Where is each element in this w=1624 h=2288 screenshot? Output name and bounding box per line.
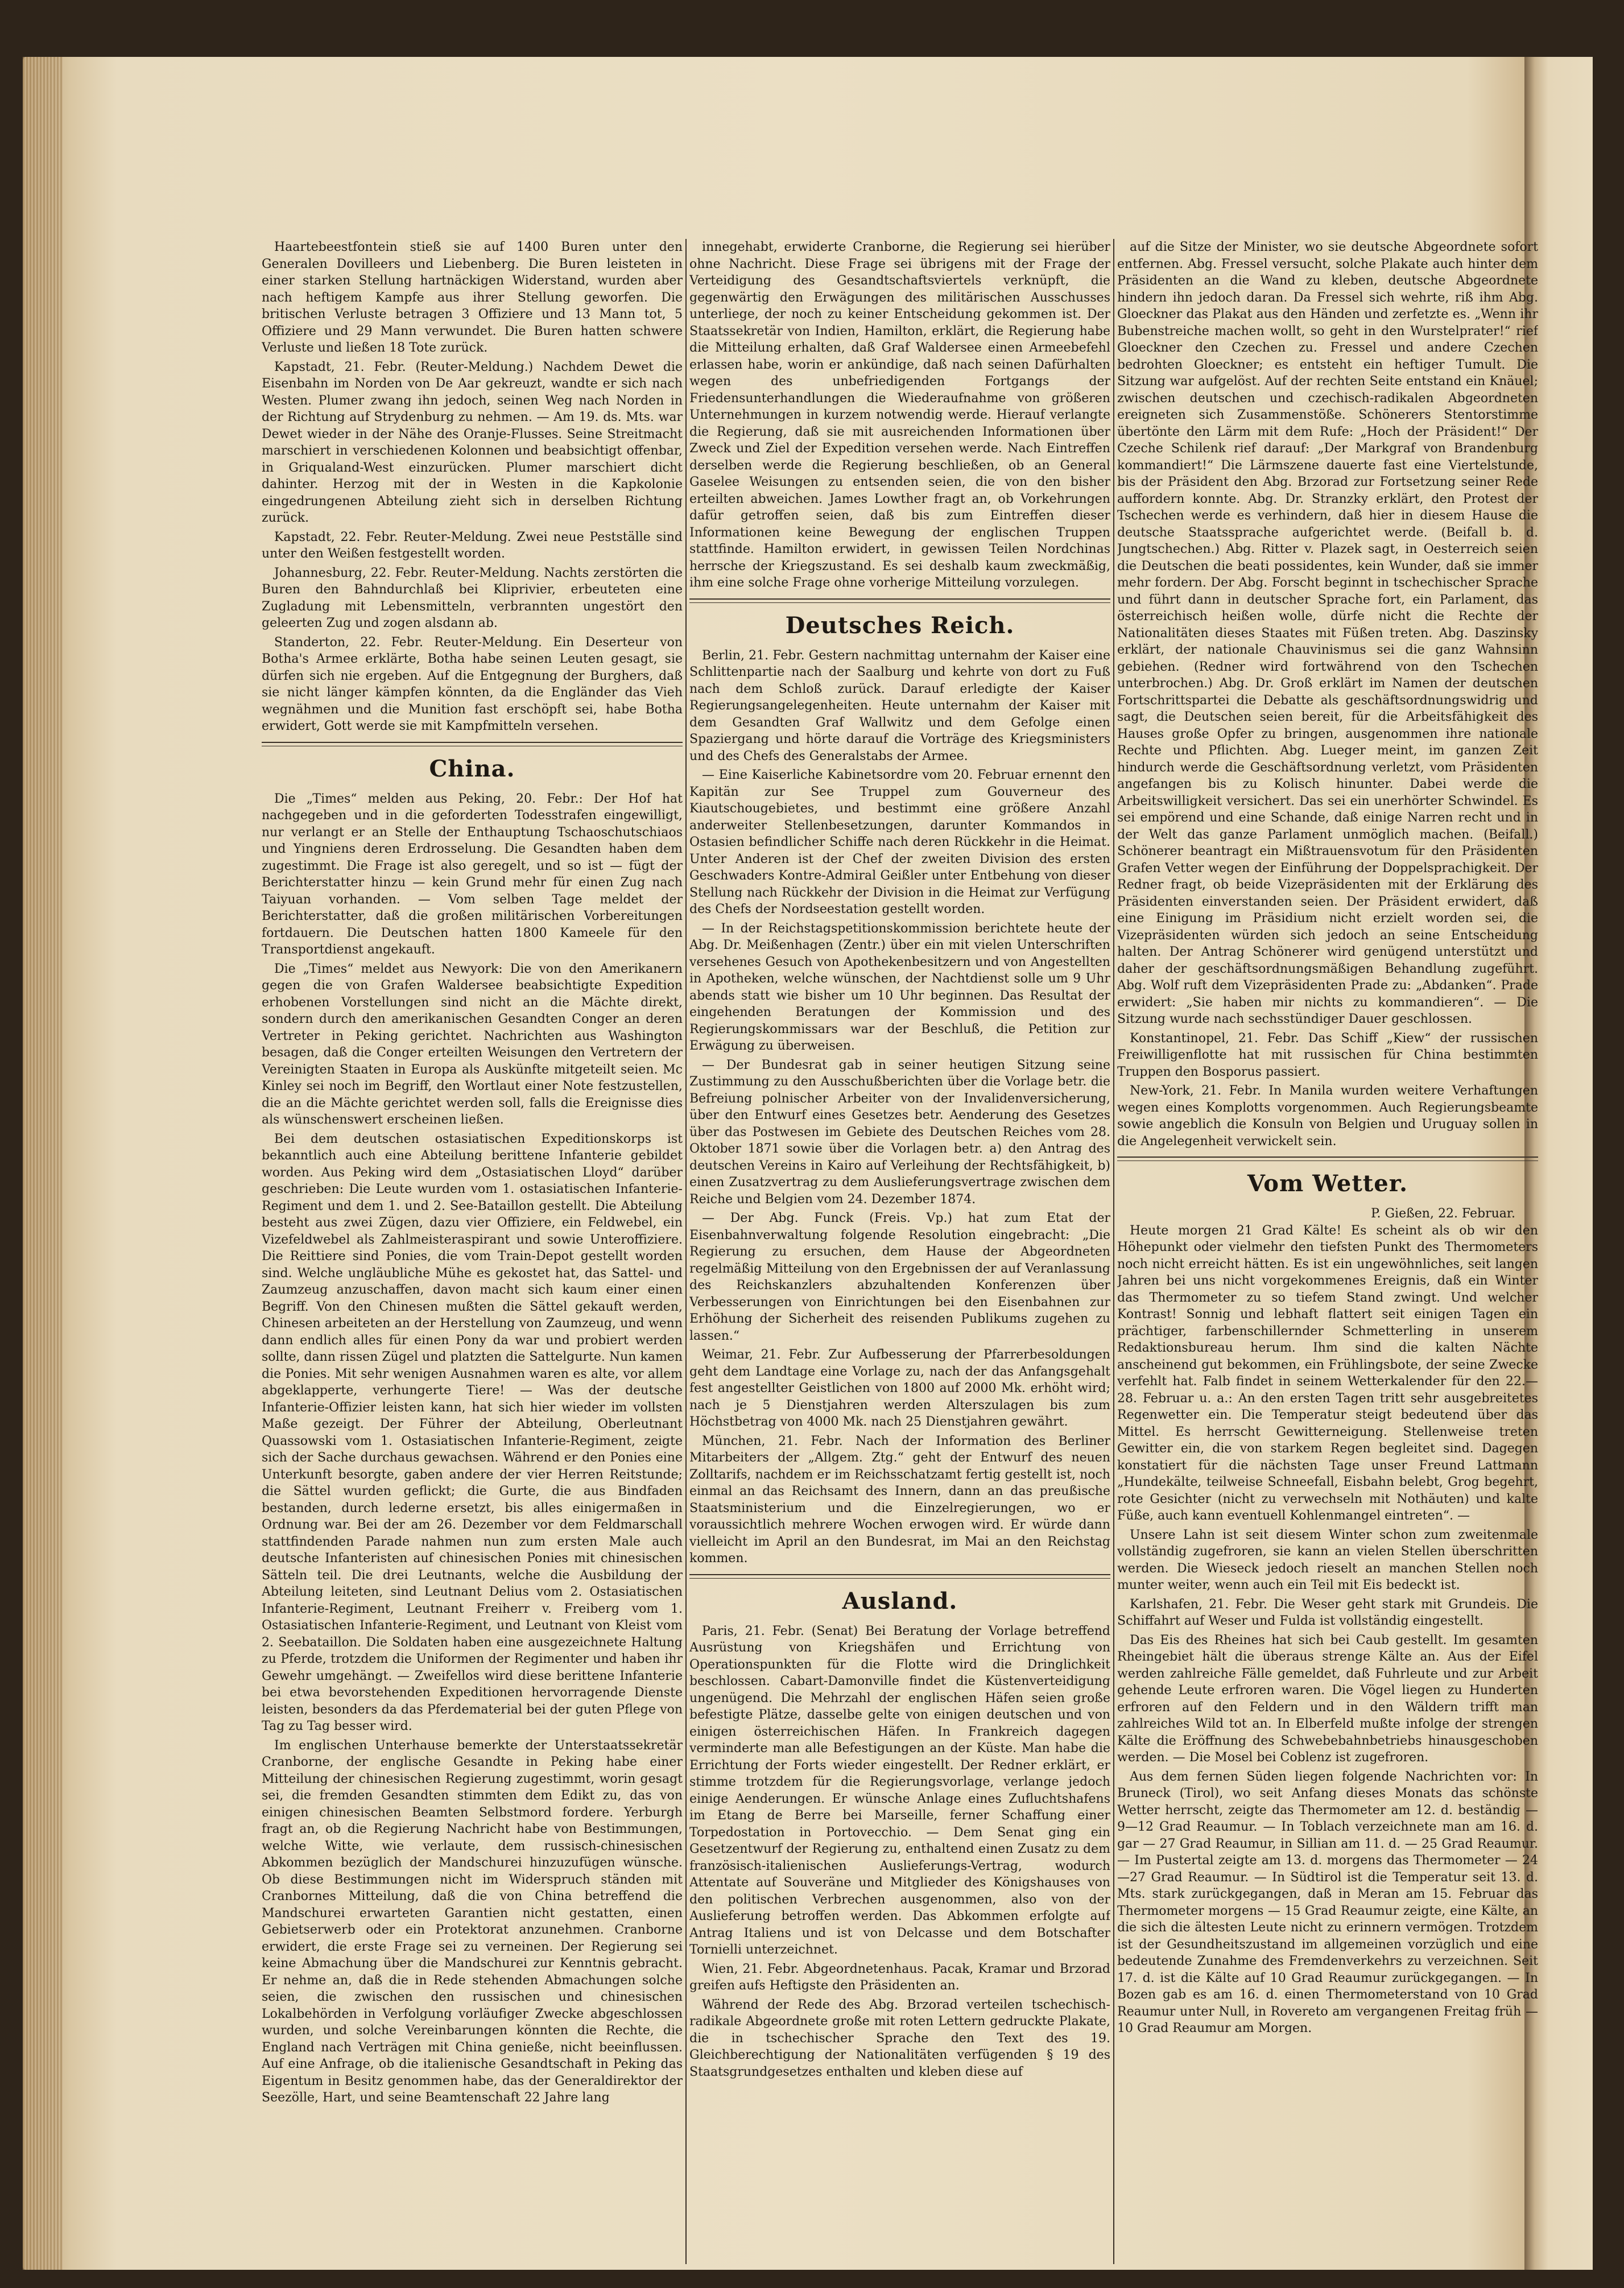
page-edges-left	[23, 57, 63, 2270]
weather-paragraphs	[1117, 1223, 1538, 2037]
article-paragraph: Weimar, 21. Febr. Zur Aufbesserung der Pfarrerbesoldungen geht dem Landtage eine Vorlage zu, nach der das Anfangsgehalt fest angestellter Geistlichen von 1800 auf 2000 Mk. erhöht wird; nach je 5 Dienstjahren werden Alterszulagen bis zum Höchstbetrag von 4000 Mk. nach 25 Dienstjahren gewährt.	[689, 1348, 1110, 1429]
article-paragraph: auf die Sitze der Minister, wo sie deutsche Abgeordnete sofort entfernen. Abg. Fressel versucht, solche Plakate auch hinter dem Präsidenten an die Wand zu kleben, deutsche Abgeordnete hindern ihn jedoch daran. Da Fressel sich wehrte, riß ihm Abg. Gloeckner das Plakat aus den Händen und zerfetzte es. „Wenn ihr Bubenstreiche machen wollt, so geht in den Wurstelprater!“ rief Gloeckner den Czechen zu. Fressel und andere Czechen bedrohten Gloeckner; es entsteht ein heftiger Tumult. Die Sitzung war aufgelöst. Auf der rechten Seite entstand ein Knäuel; zwischen deutschen und czechisch-radikalen Abgeordneten ereigneten sich Zusammenstöße. Schönerers Stentorstimme übertönte den Lärm mit dem Rufe: „Hoch der Präsident!“ Der Czeche Schilenk rief darauf: „Der Markgraf von Brandenburg kommandiert!“ Die Lärmszene dauerte fast eine Viertelstunde, bis der Präsident den Abg. Brzorad zur Fortsetzung seiner Rede auffordern konnte. Abg. Dr. Stranzky erklärt, den Protest der Tschechen werde es verhindern, daß hier in diesem Hause die deutsche Staatssprache aufgerichtet werde. (Beifall b. d. Jungtschechen.) Abg. Ritter v. Plazek sagt, in Oesterreich seien die Deutschen die beati possidentes, kein Wunder, daß sie immer mehr fordern. Der Abg. Forscht beginnt in tschechischer Sprache und führt dann in deutscher Sprache fort, ein Parlament, das österreichisch heißen wolle, dürfe nicht die Rechte der Nationalitäten dieses Staates mit Füßen treten. Abg. Daszinsky erklärt, der nationale Chauvinismus sei die ganz Wahnsinn gebiehen. (Redner wird fortwährend von den Tschechen unterbrochen.) Abg. Dr. Groß erklärt im Namen der deutschen Fortschrittspartei die Debatte als geschäftsordnungswidrig und sagt, die Deutschen seien bereit, für die Arbeitsfähigkeit des Hauses große Opfer zu bringen, ausgenommen ihre nationale Rechte und Pflichten. Abg. Lueger meint, im ganzen Zeit hindurch werde die Geschäftsordnung verletzt, vom Präsidenten angefangen bis zu Kolisch hinunter. Dabei werde die Arbeitswilligkeit versichert. Das sei ein unerhörter Schwindel. Es sei empörend und eine Schande, daß einige Narren recht und in der Welt das ganze Parlament unmöglich machen. (Beifall.) Schönerer beantragt ein Mißtrauensvotum für den Präsidenten Grafen Vetter wegen der Einführung der Doppelsprachigkeit. Der Redner fragt, ob beide Vizepräsidenten mit der Erklärung des Präsidenten einverstanden seien. Der Präsident erwidert, daß eine Einigung im Präsidium nicht erzielt worden sei, die Vizepräsidenten würden sich jedoch an seine Entscheidung halten. Der Antrag Schönerer wird genügend unterstützt und daher der geschäftsordnungsmäßigen Behandlung zugeführt. Abg. Wolf ruft dem Vizepräsidenten Prade zu: „Abdanken“. Prade erwidert: „Sie haben mir nichts zu kommandieren“. — Die Sitzung wurde nach sechsstündiger Dauer geschlossen.	[1117, 240, 1538, 1026]
column-middle	[689, 239, 1110, 2264]
middle-news-paragraphs	[689, 239, 1110, 592]
article-paragraph: Das Eis des Rheines hat sich bei Caub gestellt. Im gesamten Rheingebiet hält die überaus strenge Kälte an. Aus der Eifel werden zahlreiche Fälle gemeldet, daß Fuhrleute und zur Arbeit gehende Leute erfroren waren. Die Vögel liegen zu Hunderten erfroren auf den Feldern und in den Wäldern trifft man zahlreiches Wild tot an. In Elberfeld mußte infolge der strengen Kälte die Eröffnung des Schwebebahnbetriebs hinausgeschoben werden. — Die Mosel bei Coblenz ist zugefroren.	[1117, 1633, 1538, 1765]
column-rule	[1113, 239, 1114, 2264]
article-paragraph: München, 21. Febr. Nach der Information des Berliner Mitarbeiters der „Allgem. Ztg.“ geht der Entwurf des neuen Zolltarifs, nachdem er im Reichsschatzamt fertig gestellt ist, noch einmal an das Reichsamt des Innern, dann an das preußische Staatsministerium und die Einzelregierungen, wo er voraussichtlich mehrere Wochen erwogen wird. Er würde dann vielleicht im April an den Bundesrat, im Mai an den Reichstag kommen.	[689, 1434, 1110, 1566]
article-paragraph: — Eine Kaiserliche Kabinetsordre vom 20. Februar ernennt den Kapitän zur See Truppel zum Gouverneur des Kiautschougebietes, und bestimmt eine größere Anzahl anderweiter Stellenbesetzungen, darunter Kommandos in Ostasien befindlicher Schiffe nach deren Rückkehr in die Heimat. Unter Anderen ist der Chef der zweiten Division des ersten Geschwaders Kontre-Admiral Geißler unter Entbehung von dieser Stellung nach Rückkehr der Division in die Heimat zur Verfügung des Chefs der Nordseestation gestellt worden.	[689, 768, 1110, 916]
deutsches-reich-paragraphs	[689, 647, 1110, 1567]
article-paragraph: innegehabt, erwiderte Cranborne, die Regierung sei hierüber ohne Nachricht. Diese Frage sei übrigens mit der Frage der Verteidigung des Gesandtschaftsviertels verknüpft, die gegenwärtig den Erwägungen des militärischen Ausschusses unterliege, der noch zu keiner Entscheidung gekommen ist. Der Staatssekretär von Indien, Hamilton, erklärt, die Regierung habe die Mitteilung erhalten, daß Graf Waldersee einen Armeebefehl erlassen habe, worin er ankündige, daß nach seinen Dafürhalten wegen des unbefriedigenden Fortgangs der Friedensunterhandlungen die Wiederaufnahme von größeren Unternehmungen in kurzem notwendig werde. Hierauf verlangte die Regierung, daß sie mit ausreichenden Informationen über Zweck und Ziel der Expedition versehen werde. Nach Eintreffen derselben werde die Regierung beschließen, ob an General Gaselee Weisungen zu entsenden seien, die von den bisher erteilten abweichen. James Lowther fragt an, ob Vorkehrungen dafür getroffen seien, daß bis zum Eintreffen dieser Informationen keine Bewegung der englischen Truppen stattfinde. Hamilton erwidert, in gewissen Teilen Nordchinas herrsche der Kriegszustand. Es sei deshalb kaum zweckmäßig, ihm eine solche Frage ohne vorherige Mitteilung vorzulegen.	[689, 240, 1110, 590]
article-paragraph: Unsere Lahn ist seit diesem Winter schon zum zweitenmale vollständig zugefroren, sie kann an vielen Stellen überschritten werden. Die Wieseck jedoch rieselt an manchen Stellen noch munter weiter, wenn auch ein Teil mit Eis bedeckt ist.	[1117, 1527, 1538, 1592]
weather-dateline: P. Gießen, 22. Februar.	[1371, 1207, 1515, 1221]
section-title-china: China.	[429, 755, 515, 782]
article-paragraph: New-York, 21. Febr. In Manila wurden weitere Verhaftungen wegen eines Komplotts vorgenommen. Auch Regierungsbeamte sowie angeblich die Konsuln von Belgien und Uruguay sollen in die Angelegenheit verwickelt sein.	[1117, 1084, 1538, 1149]
ausland-paragraphs	[689, 1623, 1110, 2081]
left-news-paragraphs	[262, 239, 683, 735]
book-scan	[23, 57, 1593, 2270]
column-left	[262, 239, 683, 2264]
section-title-deutsches-reich: Deutsches Reich.	[785, 612, 1015, 639]
right-news-paragraphs	[1117, 239, 1538, 1150]
article-paragraph: Haartebeestfontein stieß sie auf 1400 Buren unter den Generalen Dovilleers und Liebenberg. Die Buren leisteten in einer starken Stellung hartnäckigen Widerstand, wurden aber nach heftigem Kampfe aus ihrer Stellung geworfen. Die britischen Verluste betragen 3 Offiziere und 13 Mann tot, 5 Offiziere und 29 Mann verwundet. Die Buren hatten schwere Verluste und ließen 18 Tote zurück.	[262, 240, 683, 355]
newspaper-page	[262, 239, 1559, 2264]
article-paragraph: Berlin, 21. Febr. Gestern nachmittag unternahm der Kaiser eine Schlittenpartie nach der Saalburg und kehrte von dort zu Fuß nach dem Schloß zurück. Darauf erledigte der Kaiser Regierungsangelegenheiten. Heute unternahm der Kaiser mit dem Gesandten Graf Wallwitz und dem Gefolge einen Spaziergang und hörte darauf die Vorträge des Kriegsministers und des Chefs des Generalstabs der Armee.	[689, 648, 1110, 763]
article-paragraph: Konstantinopel, 21. Febr. Das Schiff „Kiew“ der russischen Freiwilligenflotte hat mit russischen für China bestimmten Truppen den Bosporus passiert.	[1117, 1031, 1538, 1079]
article-paragraph: Wien, 21. Febr. Abgeordnetenhaus. Pacak, Kramar und Brzorad greifen aufs Heftigste den Präsidenten an.	[689, 1961, 1110, 1993]
article-paragraph: Bei dem deutschen ostasiatischen Expeditionskorps ist bekanntlich auch eine Abteilung berittene Infanterie gebildet worden. Aus Peking wird dem „Ostasiatischen Lloyd“ darüber geschrieben: Die Leute wurden vom 1. ostasiatischen Infanterie-Regiment und dem 1. und 2. See-Bataillon gestellt. Die Abteilung besteht aus zwei Zügen, dazu vier Offiziere, ein Feldwebel, ein Vizefeldwebel als Zahlmeisteraspirant und sowie Unteroffiziere. Die Reittiere sind Ponies, die vom Train-Depot gestellt worden sind. Welche ungläubliche Mühe es gekostet hat, das Sattel- und Zaumzeug anzuschaffen, davon macht sich kaum einer einen Begriff. Von den Chinesen mußten die Sättel gekauft werden, Chinesen arbeiteten an der Herstellung von Zaumzeug, und wenn dann endlich alles für einen Pony da war und probiert werden sollte, dann rissen Zügel und platzten die Sattelgurte. Nun kamen die Ponies. Mit sehr wenigen Ausnahmen waren es alte, vor allem abgeklapperte, verhungerte Tiere! — Was der deutsche Infanterie-Offizier leisten kann, hat sich hier wieder im vollsten Maße gezeigt. Der Führer der Abteilung, Oberleutnant Quassowski vom 1. Ostasiatischen Infanterie-Regiment, zeigte sich der Sache durchaus gewachsen. Während er den Ponies eine Unterkunft besorgte, gaben andere der vier Herren Reitstunde; die Sättel wurden geflickt; die Gurte, die aus Bindfaden bestanden, durch lederne ersetzt, bis alles einigermaßen in Ordnung war. Bei der am 26. Dezember vor dem Feldmarschall stattfindenden Parade nahmen nun zum ersten Male auch deutsche Infanteristen auf chinesischen Ponies mit chinesischen Sätteln teil. Die drei Leutnants, welche die Ausbildung der Abteilung leiteten, sind Leutnant Delius vom 2. Ostasiatischen Infanterie-Regiment, Leutnant Freiherr v. Freiberg vom 1. Ostasiatischen Infanterie-Regiment, und Leutnant von Kleist vom 2. Seebataillon. Die Soldaten haben eine ausgezeichnete Haltung zu Pferde, trotzdem die Uniformen der Regimenter und haben ihr Gewehr umgehängt. — Zweifellos wird diese berittene Infanterie bei etwa bevorstehenden Expeditionen hervorragende Dienste leisten, besonders da das Pferdematerial bei der guten Pflege von Tag zu Tag besser wird.	[262, 1131, 683, 1733]
article-paragraph: — Der Bundesrat gab in seiner heutigen Sitzung seine Zustimmung zu den Ausschußberichten über die Vorlage betr. die Befreiung polnischer Arbeiter von der Invalidenversicherung, über den Entwurf eines Gesetzes betr. Aenderung des Gesetzes über das Postwesen im Gebiete des Deutschen Reiches vom 28. Oktober 1871 sowie über die Vorlagen betr. a) den Antrag des deutschen Vereins in Kairo auf Verleihung der Rechtsfähigkeit, b) einen Zusatzvertrag zu dem Auslieferungsvertrage zwischen dem Reiche und Belgien vom 24. Dezember 1874.	[689, 1058, 1110, 1207]
article-paragraph: Paris, 21. Febr. (Senat) Bei Beratung der Vorlage betreffend Ausrüstung von Kriegshäfen und Errichtung von Operationspunkten für die Flotte wird die Dringlichkeit beschlossen. Cabart-Damonville findet die Küstenverteidigung ungenügend. Die Mehrzahl der englischen Häfen seien große befestigte Plätze, dasselbe gelte von einigen deutschen und von einigen österreichischen Häfen. In Frankreich dagegen verminderte man alle Befestigungen an der Küste. Man habe die Errichtung der Forts wieder eingestellt. Der Redner erklärt, er stimme trotzdem für die Regierungsvorlage, verlange jedoch einige Aenderungen. Er wünsche Anlage eines Zufluchtshafens im Etang de Berre bei Marseille, ferner Schaffung einer Torpedostation in Portovecchio. — Dem Senat ging ein Gesetzentwurf der Regierung zu, enthaltend einen Zusatz zu dem französisch-italienischen Auslieferungs-Vertrag, wodurch Attentate auf Souveräne und Mitglieder des Königshauses von den politischen Verbrechen ausgenommen, also von der Auslieferung betroffen werden. Das Abkommen erfolgte auf Antrag Italiens und ist von Delcasse und dem Botschafter Tornielli unterzeichnet.	[689, 1624, 1110, 1957]
section-divider	[262, 742, 683, 746]
article-paragraph: Kapstadt, 22. Febr. Reuter-Meldung. Zwei neue Pestställe sind unter den Weißen festgestellt worden.	[262, 530, 683, 561]
article-paragraph: Johannesburg, 22. Febr. Reuter-Meldung. Nachts zerstörten die Buren den Bahndurchlaß bei Kliprivier, erbeuteten eine Zugladung mit Lebensmitteln, verbrannten ungestört den geleerten Zug und zogen alsdann ab.	[262, 565, 683, 630]
article-paragraph: Während der Rede des Abg. Brzorad verteilen tschechisch-radikale Abgeordnete große mit roten Lettern gedruckte Plakate, die in tschechischer Sprache den Text des 19. Gleichberechtigung der Nationalitäten verfügenden § 19 des Staatsgrundgesetzes enthalten und kleben diese auf	[689, 1997, 1110, 2079]
section-title-vom-wetter: Vom Wetter.	[1247, 1170, 1408, 1197]
column-right	[1117, 239, 1538, 2264]
section-divider	[689, 1574, 1110, 1579]
article-paragraph: Die „Times“ meldet aus Newyork: Die von den Amerikanern gegen die von Grafen Waldersee beabsichtigte Expedition erhobenen Vorstellungen sind nicht an die Mächte direkt, sondern durch den amerikanischen Gesandten Conger an deren Vertreter in Peking gerichtet. Nachrichten aus Washington besagen, daß die Conger erteilten Weisungen den Vertretern der Vereinigten Staaten in Europa als Auskünfte mitgeteilt seien. Mc Kinley sei noch im Begriff, den Wortlaut einer Note festzustellen, die an die Mächte gerichtet werden soll, falls die Ereignisse dies als wünschenswert erscheinen ließen.	[262, 961, 683, 1127]
article-paragraph: — Der Abg. Funck (Freis. Vp.) hat zum Etat der Eisenbahnverwaltung folgende Resolution eingebracht: „Die Regierung zu ersuchen, dem Hause der Abgeordneten regelmäßig Mitteilung von den Ergebnissen der auf Veranlassung des Reichskanzlers abzuhaltenden Konferenzen über Verbesserungen von Einrichtungen bei den Eisenbahnen zur Erhöhung der Sicherheit des reisenden Publikums zugehen zu lassen.“	[689, 1211, 1110, 1343]
article-paragraph: Die „Times“ melden aus Peking, 20. Febr.: Der Hof hat nachgegeben und in die geforderten Todesstrafen eingewilligt, nur verlangt er an Stelle der Enthauptung Tschaoschutschiaos und Yingniens deren Erdrosselung. Die Gesandten haben dem zugestimmt. Die Frage ist also geregelt, und so ist — fügt der Berichterstatter hinzu — kein Grund mehr für einen Zug nach Taiyuan vorhanden. — Vom selben Tage meldet der Berichterstatter, daß die großen militärischen Vorbereitungen fortdauern. Die Deutschen hatten 1800 Kameele für den Transportdienst angekauft.	[262, 791, 683, 957]
section-divider	[1117, 1157, 1538, 1161]
section-divider	[689, 598, 1110, 603]
column-rule	[685, 239, 687, 2264]
article-paragraph: — In der Reichstagspetitionskommission berichtete heute der Abg. Dr. Meißenhagen (Zentr.) über ein mit vielen Unterschriften versehenes Gesuch von Apothekenbesitzern und von Angestellten in Apotheken, welche wünschen, der Nachtdienst solle um 9 Uhr abends statt wie bisher um 10 Uhr beginnen. Das Resultat der eingehenden Beratungen der Kommission und des Regierungskommissars war der Beschluß, die Petition zur Erwägung zu überweisen.	[689, 921, 1110, 1053]
article-paragraph: Aus dem fernen Süden liegen folgende Nachrichten vor: In Bruneck (Tirol), wo seit Anfang dieses Monats das schönste Wetter herrscht, zeigte das Thermometer am 12. d. beständig — 9—12 Grad Reaumur. — In Toblach verzeichnete man am 16. d. gar — 27 Grad Reaumur, in Sillian am 11. d. — 25 Grad Reaumur. — Im Pustertal zeigte am 13. d. morgens das Thermometer — 24—27 Grad Reaumur. — In Südtirol ist die Temperatur seit 13. d. Mts. stark zurückgegangen, daß in Meran am 15. Februar das Thermometer morgens — 15 Grad Reaumur zeigte, eine Kälte, an die sich die ältesten Leute nicht zu erinnern vermögen. Trotzdem ist der Gesundheitszustand im allgemeinen vorzüglich und eine bedeutende Zunahme des Fremdenverkehrs zu verzeichnen. Seit 17. d. ist die Kälte auf 10 Grad Reaumur zurückgegangen. — In Bozen gab es am 16. d. einen Thermometerstand von 10 Grad Reaumur unter Null, in Rovereto am vergangenen Freitag früh — 10 Grad Reaumur am Morgen.	[1117, 1769, 1538, 2035]
article-paragraph: Karlshafen, 21. Febr. Die Weser geht stark mit Grundeis. Die Schiffahrt auf Weser und Fulda ist vollständig eingestellt.	[1117, 1597, 1538, 1628]
article-paragraph: Standerton, 22. Febr. Reuter-Meldung. Ein Deserteur von Botha's Armee erklärte, Botha habe seinen Leuten gesagt, sie dürfen sich nie ergeben. Auf die Entgegnung der Burghers, daß sie nicht länger kämpfen könnten, da die Engländer das Vieh wegnähmen und die Munition fast erschöpft sei, habe Botha erwidert, Gott werde sie mit Kampfmitteln versehen.	[262, 635, 683, 733]
article-paragraph: Heute morgen 21 Grad Kälte! Es scheint als ob wir den Höhepunkt oder vielmehr den tiefsten Punkt des Thermometers noch nicht erreicht hätten. Es ist ein ungewöhnliches, seit langen Jahren bei uns nicht vorgekommenes Ereignis, daß ein Winter das Thermometer zu so tiefem Stand zwingt. Und welcher Kontrast! Sonnig und lebhaft flattert seit einigen Tagen ein prächtiger, farbenschillernder Schmetterling in unserem Redaktionsbureau herum. Ihm sind die kalten Nächte anscheinend gut bekommen, ein Frühlingsbote, der seine Zwecke verfehlt hat. Falb findet in seinem Wetterkalender für den 22.—28. Februar u. a.: An den ersten Tagen tritt sehr ausgebreitetes Regenwetter ein. Die Temperatur steigt bedeutend über das Mittel. Es herrscht Gewitterneigung. Stellenweise treten Gewitter ein, die von starkem Regen begleitet sind. Dagegen konstatiert für die nächsten Tage unser Freund Lattmann „Hundekälte, teilweise Schneefall, Eisbahn belebt, Grog begehrt, rote Gesichter (nicht zu verwechseln mit Nothäuten) und kalte Füße, auch kann eventuell Kohlenmangel eintreten“. —	[1117, 1223, 1538, 1523]
article-paragraph: Im englischen Unterhause bemerkte der Unterstaatssekretär Cranborne, der englische Gesandte in Peking habe einer Mitteilung der chinesischen Regierung zugestimmt, worin gesagt sei, die fremden Gesandten stimmten dem Edikt zu, das von einigen chinesischen Beamten Selbstmord fordere. Yerburgh fragt an, ob die Regierung Nachricht habe von Bestimmungen, welche Witte, wie verlaute, dem russisch-chinesischen Abkommen bezüglich der Mandschurei hinzuzufügen wünsche. Ob diese Bestimmungen nicht im Widerspruch ständen mit Cranbornes Mitteilung, daß die von China betreffend die Mandschurei erwarteten Garantien nicht gestatten, einen Gebietserwerb oder ein Protektorat anzunehmen. Cranborne erwidert, die erste Frage sei zu verneinen. Der Regierung sei keine Abmachung über die Mandschurei zur Kenntnis gebracht. Er nehme an, daß die in Rede stehenden Abmachungen solche seien, die zwischen den russischen und chinesischen Lokalbehörden in Verfolgung vorläufiger Zwecke abgeschlossen wurden, und solche Vereinbarungen könnten die Rechte, die England nach Verträgen mit China genieße, nicht beeinflussen. Auf eine Anfrage, ob die italienische Gesandtschaft in Peking das Eigentum in Besitz genommen habe, das der Generaldirektor der Seezölle, Hart, und seine Beamtenschaft 22 Jahre lang	[262, 1738, 683, 2105]
china-paragraphs	[262, 791, 683, 2107]
section-title-ausland: Ausland.	[842, 1587, 958, 1614]
article-paragraph: Kapstadt, 21. Febr. (Reuter-Meldung.) Nachdem Dewet die Eisenbahn im Norden von De Aar gekreuzt, wandte er sich nach Westen. Plumer zwang ihn jedoch, seinen Weg nach Norden in der Richtung auf Strydenburg zu nehmen. — Am 19. ds. Mts. war Dewet wieder in der Nähe des Oranje-Flusses. Seine Streitmacht marschiert in verschiedenen Kolonnen und beabsichtigt offenbar, in Griqualand-West einzurücken. Plumer marschiert dicht dahinter. Herzog mit der in Westen in die Kapkolonie eingedrungenen Abteilung zieht sich in derselben Richtung zurück.	[262, 360, 683, 525]
